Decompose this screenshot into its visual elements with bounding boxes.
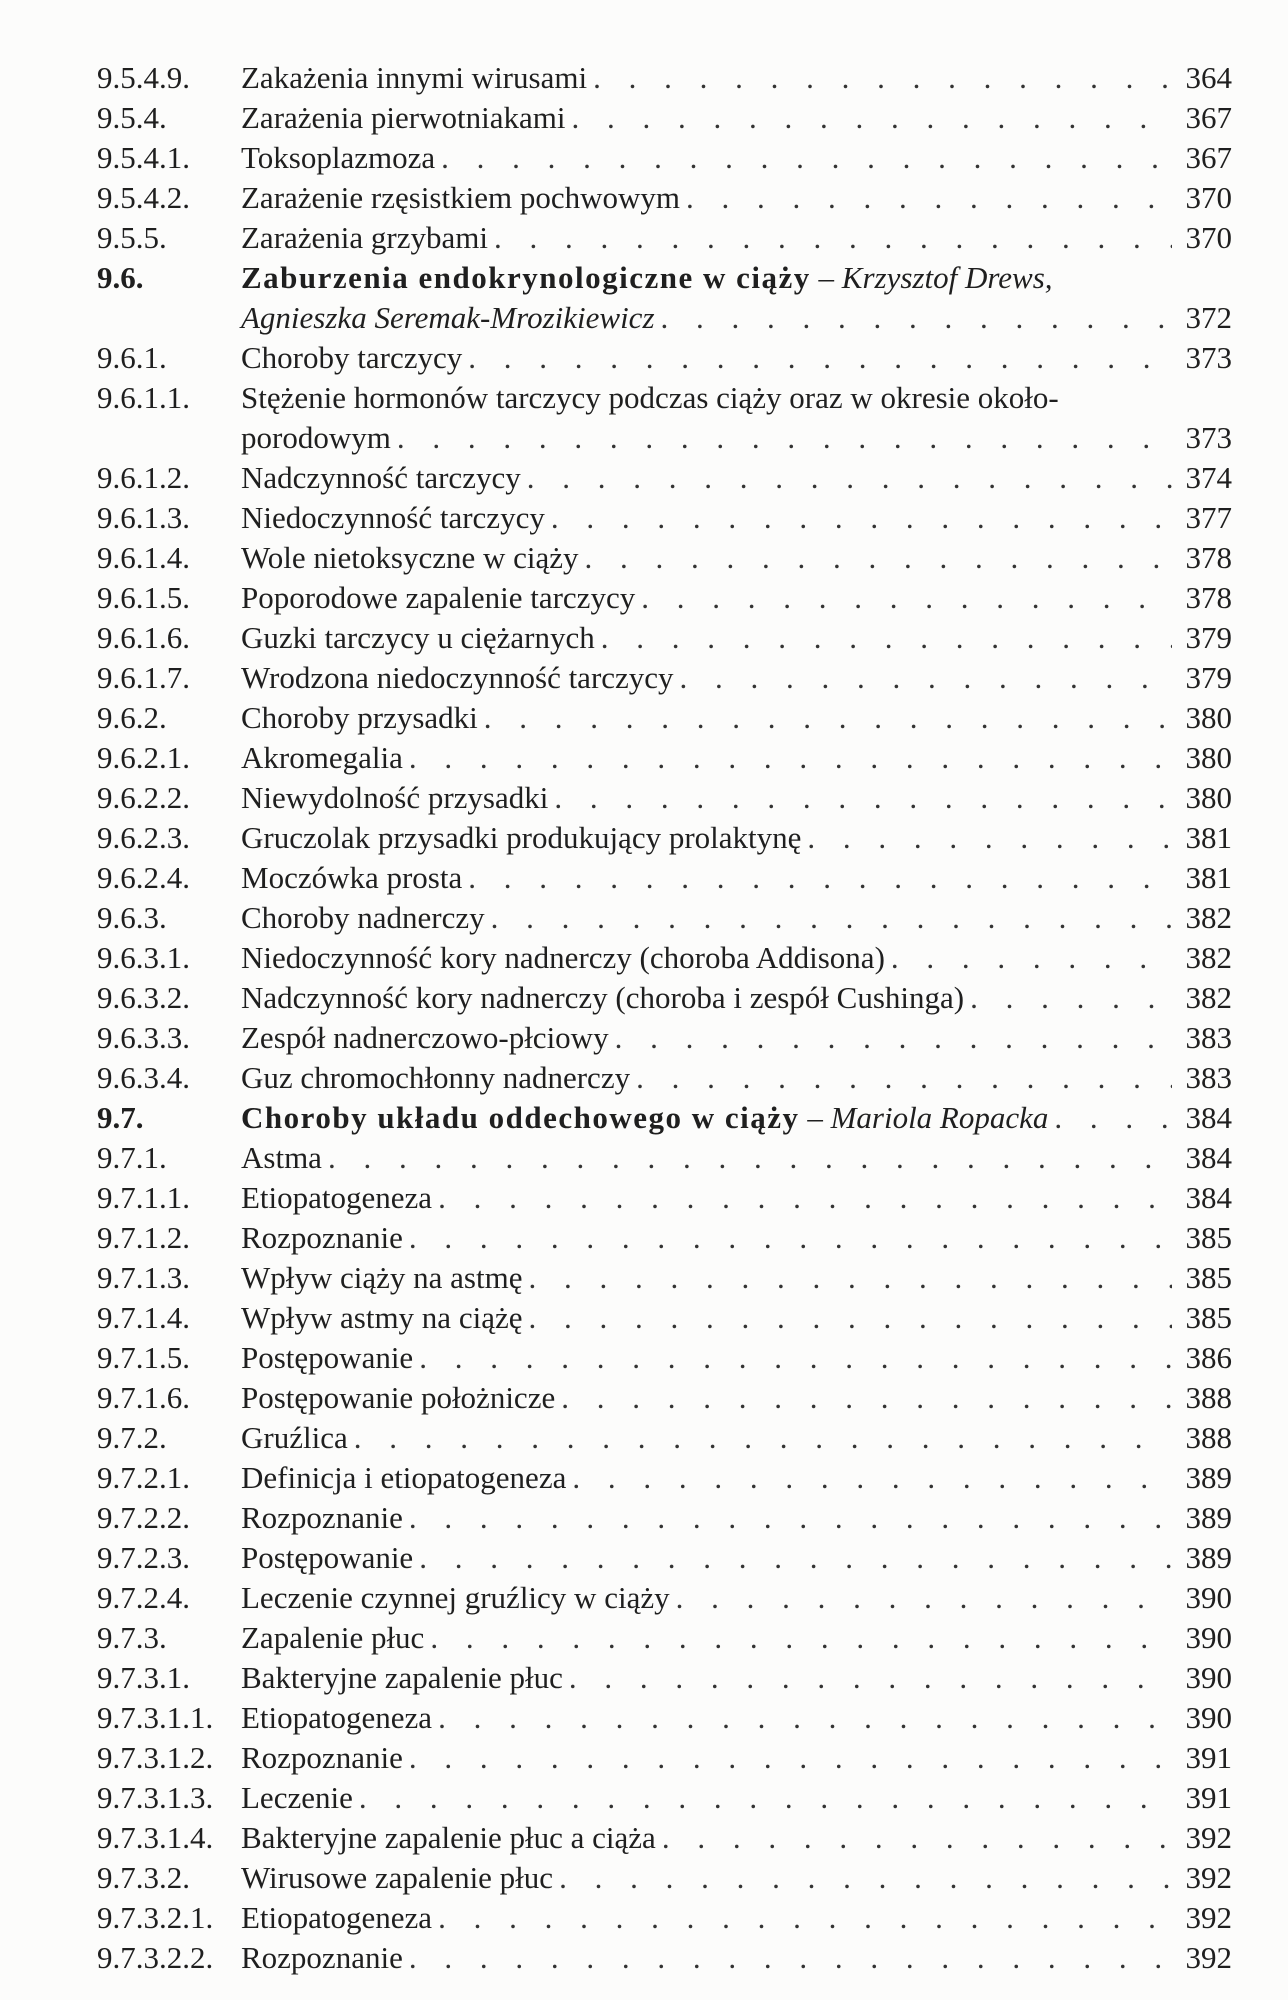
section-title: Definicja i etiopatogeneza [241,1460,567,1495]
toc-entry [97,458,1232,498]
section-number: 9.6.1.1. [97,380,190,415]
page-number: 379 [1185,620,1232,655]
dot-leader [670,1578,1172,1618]
toc-entry [97,1058,1232,1098]
page-number: 382 [1185,980,1232,1015]
page-number: 378 [1185,580,1232,615]
section-title: Toksoplazmoza [241,140,436,175]
toc-entry [97,738,1232,778]
dot-leader [635,578,1172,618]
toc-entry [97,578,1232,618]
section-number: 9.7.1.5. [97,1340,190,1375]
toc-entry [97,1658,1232,1698]
section-title: Postępowanie położnicze [241,1380,556,1415]
toc-entry [97,1378,1232,1418]
toc-entry [97,338,1232,378]
section-number: 9.6.3.2. [97,980,190,1015]
page-number: 392 [1185,1820,1232,1855]
dot-leader [1048,1098,1172,1138]
section-title: Rozpoznanie [241,1500,403,1535]
section-title: Zarażenie rzęsistkiem pochwowym [241,180,680,215]
section-number: 9.6.1. [97,340,167,375]
dot-leader [655,298,1172,338]
dot-leader [353,1778,1172,1818]
toc-entry [97,1178,1232,1218]
dot-leader [432,1178,1172,1218]
section-number: 9.5.5. [97,220,167,255]
toc-entry [97,1618,1232,1658]
section-title: Choroby tarczycy [241,340,463,375]
page-number: 384 [1185,1140,1232,1175]
page-number: 370 [1185,180,1232,215]
section-title: Zapalenie płuc [241,1620,425,1655]
section-number: 9.6.1.6. [97,620,190,655]
section-title: Wirusowe zapalenie płuc [241,1860,554,1895]
section-title: Etiopatogeneza [241,1900,433,1935]
toc-entry [97,1818,1232,1858]
toc-entry [97,98,1232,138]
section-number: 9.7.3.1.3. [97,1780,214,1815]
dot-leader [548,778,1172,818]
section-number: 9.5.4.2. [97,180,190,215]
section-title: Postępowanie [241,1340,414,1375]
section-title: Leczenie [241,1780,353,1815]
section-number: 9.6. [97,260,144,295]
dot-leader [522,1258,1172,1298]
page-number: 392 [1185,1900,1232,1935]
dot-leader [403,1498,1172,1538]
page-number: 385 [1185,1260,1232,1295]
section-number: 9.6.1.4. [97,540,190,575]
section-number: 9.7.3.1.2. [97,1740,214,1775]
dot-leader [595,618,1172,658]
toc-entry [97,818,1232,858]
dot-leader [964,978,1172,1018]
page-number: 367 [1185,100,1232,135]
toc-entry [97,258,1232,338]
toc-entry [97,1578,1232,1618]
section-title: Rozpoznanie [241,1220,403,1255]
toc-entry [97,978,1232,1018]
toc-entry [97,1218,1232,1258]
dot-leader [462,858,1172,898]
toc-entry [97,1338,1232,1378]
section-title: Zarażenia pierwotniakami [241,100,566,135]
dot-leader [885,938,1172,978]
section-number: 9.6.2.2. [97,780,190,815]
dot-leader [435,138,1172,178]
section-number: 9.6.3. [97,900,167,935]
section-title: Choroby przysadki [241,700,478,735]
toc-entry [97,378,1232,458]
section-number: 9.7.1.6. [97,1380,190,1415]
section-number: 9.6.1.7. [97,660,190,695]
section-title: Rozpoznanie [241,1740,403,1775]
section-title: Zakażenia innymi wirusami [241,60,588,95]
dot-leader [424,1618,1172,1658]
dot-leader [488,218,1172,258]
section-number: 9.7. [97,1100,144,1135]
page-number: 382 [1185,900,1232,935]
dot-leader [348,1418,1172,1458]
section-number: 9.7.1. [97,1140,167,1175]
page-number: 391 [1185,1740,1232,1775]
toc-entry [97,218,1232,258]
page-number: 392 [1185,1860,1232,1895]
dot-leader [462,338,1172,378]
toc-entry [97,858,1232,898]
dot-leader [403,1938,1172,1978]
toc-entry [97,1498,1232,1538]
toc-entry [97,1938,1232,1978]
section-title: Etiopatogeneza [241,1180,433,1215]
toc-entry [97,1858,1232,1898]
page-number: 384 [1185,1180,1232,1215]
toc-entry [97,618,1232,658]
toc-entry [97,898,1232,938]
toc-entry [97,1018,1232,1058]
page-number: 373 [1185,340,1232,375]
dot-leader [413,1538,1172,1578]
toc-entry [97,498,1232,538]
toc-entry [97,1258,1232,1298]
toc-entry [97,1898,1232,1938]
page-number: 367 [1185,140,1232,175]
page-number: 380 [1185,700,1232,735]
dot-leader [403,1218,1172,1258]
toc-entry [97,1698,1232,1738]
toc-entry [97,1138,1232,1178]
toc-entry [97,698,1232,738]
page-number: 381 [1185,860,1232,895]
toc-entry [97,58,1232,98]
page-number: 383 [1185,1060,1232,1095]
section-title: porodowym [241,420,391,455]
section-title: Bakteryjne zapalenie płuc [241,1660,563,1695]
section-number: 9.7.1.1. [97,1180,190,1215]
section-title: Astma [241,1140,322,1175]
section-number: 9.6.2.4. [97,860,190,895]
section-title: Etiopatogeneza [241,1700,433,1735]
section-title: Wrodzona niedoczynność tarczycy [241,660,674,695]
section-title: Bakteryjne zapalenie płuc a ciąża [241,1820,656,1855]
section-number: 9.7.1.3. [97,1260,190,1295]
section-title: Leczenie czynnej gruźlicy w ciąży [241,1580,670,1615]
page-number: 378 [1185,540,1232,575]
section-number: 9.7.3.1.1. [97,1700,214,1735]
dot-leader [587,58,1172,98]
section-number: 9.6.1.3. [97,500,190,535]
dot-leader [403,738,1172,778]
section-number: 9.7.3.1. [97,1660,190,1695]
section-title: Niedoczynność tarczycy [241,500,545,535]
toc-entry [97,1458,1232,1498]
toc-entry [97,138,1232,178]
toc-entry [97,178,1232,218]
section-number: 9.7.2.2. [97,1500,190,1535]
section-number: 9.7.2. [97,1420,167,1455]
section-number: 9.7.3.2.1. [97,1900,214,1935]
page-number: 380 [1185,780,1232,815]
page-number: 379 [1185,660,1232,695]
page-number: 377 [1185,500,1232,535]
section-number: 9.6.3.1. [97,940,190,975]
page-number: 364 [1185,60,1232,95]
section-number: 9.6.1.5. [97,580,190,615]
page-number: 392 [1185,1940,1232,1975]
section-title: Wpływ ciąży na astmę [241,1260,523,1295]
section-title: Choroby układu oddechowego w ciąży [241,1100,800,1135]
section-title: Postępowanie [241,1540,414,1575]
section-number: 9.7.3.2. [97,1860,190,1895]
page-number: 390 [1185,1580,1232,1615]
page-number: 390 [1185,1700,1232,1735]
section-title: Niewydolność przysadki [241,780,549,815]
section-number: 9.5.4.1. [97,140,190,175]
dot-leader [566,1458,1172,1498]
section-number: 9.7.1.4. [97,1300,190,1335]
section-number: 9.6.1.2. [97,460,190,495]
dot-leader [322,1138,1172,1178]
section-author: – Mariola Ropacka [807,1100,1049,1135]
page-number: 389 [1185,1460,1232,1495]
section-title: Stężenie hormonów tarczycy podczas ciąży oraz w okresie około- [241,380,1059,415]
toc-entry [97,1418,1232,1458]
dot-leader [553,1858,1172,1898]
section-title: Guz chromochłonny nadnerczy [241,1060,631,1095]
dot-leader [521,458,1172,498]
section-number: 9.7.3.2.2. [97,1940,214,1975]
toc-entry [97,1098,1232,1138]
section-title: Poporodowe zapalenie tarczycy [241,580,636,615]
section-title: Niedoczynność kory nadnerczy (choroba Addisona) [241,940,885,975]
section-title: Zespół nadnerczowo-płciowy [241,1020,609,1055]
section-title: Wpływ astmy na ciążę [241,1300,523,1335]
dot-leader [609,1018,1172,1058]
section-title: Zarażenia grzybami [241,220,488,255]
page-number: 390 [1185,1620,1232,1655]
dot-leader [485,898,1172,938]
section-title: Guzki tarczycy u ciężarnych [241,620,595,655]
dot-leader [563,1658,1172,1698]
page-number: 383 [1185,1020,1232,1055]
section-title: Gruźlica [241,1420,348,1455]
section-number: 9.7.3. [97,1620,167,1655]
section-author: Agnieszka Seremak-Mrozikiewicz [241,300,655,335]
dot-leader [656,1818,1172,1858]
section-number: 9.7.2.4. [97,1580,190,1615]
toc-entry [97,1538,1232,1578]
section-number: 9.6.3.4. [97,1060,190,1095]
section-number: 9.7.1.2. [97,1220,190,1255]
dot-leader [432,1898,1172,1938]
section-author: – Krzysztof Drews, [818,260,1053,295]
page-number: 370 [1185,220,1232,255]
dot-leader [478,698,1172,738]
page-number: 388 [1185,1380,1232,1415]
section-title: Akromegalia [241,740,403,775]
page-number: 384 [1185,1100,1232,1135]
toc-entry [97,658,1232,698]
dot-leader [545,498,1172,538]
page-number: 373 [1185,420,1232,455]
section-title: Choroby nadnerczy [241,900,485,935]
dot-leader [432,1698,1172,1738]
section-title: Rozpoznanie [241,1940,403,1975]
section-title: Wole nietoksyczne w ciąży [241,540,579,575]
toc-entry [97,538,1232,578]
toc-entry [97,1738,1232,1778]
toc-entry [97,1298,1232,1338]
page-number: 382 [1185,940,1232,975]
section-number: 9.6.3.3. [97,1020,190,1055]
page-number: 390 [1185,1660,1232,1695]
section-number: 9.7.2.3. [97,1540,190,1575]
table-of-contents [97,58,1232,1978]
page-number: 391 [1185,1780,1232,1815]
dot-leader [674,658,1172,698]
page-number: 372 [1185,300,1232,335]
toc-entry [97,778,1232,818]
dot-leader [522,1298,1172,1338]
page-number: 385 [1185,1300,1232,1335]
page-number: 386 [1185,1340,1232,1375]
dot-leader [579,538,1172,578]
toc-entry [97,938,1232,978]
page-number: 380 [1185,740,1232,775]
dot-leader [403,1738,1172,1778]
section-title: Moczówka prosta [241,860,463,895]
section-number: 9.7.3.1.4. [97,1820,214,1855]
dot-leader [680,178,1172,218]
page-number: 389 [1185,1500,1232,1535]
dot-leader [413,1338,1172,1378]
section-title: Nadczynność kory nadnerczy (choroba i zespół Cushinga) [241,980,965,1015]
section-number: 9.5.4. [97,100,167,135]
toc-entry [97,1778,1232,1818]
section-number: 9.7.2.1. [97,1460,190,1495]
dot-leader [801,818,1172,858]
section-title: Zaburzenia endokrynologiczne w ciąży [241,260,811,295]
page-number: 388 [1185,1420,1232,1455]
section-number: 9.6.2.1. [97,740,190,775]
dot-leader [555,1378,1172,1418]
dot-leader [391,418,1172,458]
section-number: 9.5.4.9. [97,60,190,95]
section-title: Gruczolak przysadki produkujący prolaktynę [241,820,802,855]
dot-leader [630,1058,1172,1098]
page-number: 374 [1185,460,1232,495]
page-number: 389 [1185,1540,1232,1575]
section-number: 9.6.2. [97,700,167,735]
dot-leader [565,98,1172,138]
page-number: 385 [1185,1220,1232,1255]
page-number: 381 [1185,820,1232,855]
section-number: 9.6.2.3. [97,820,190,855]
section-title: Nadczynność tarczycy [241,460,521,495]
